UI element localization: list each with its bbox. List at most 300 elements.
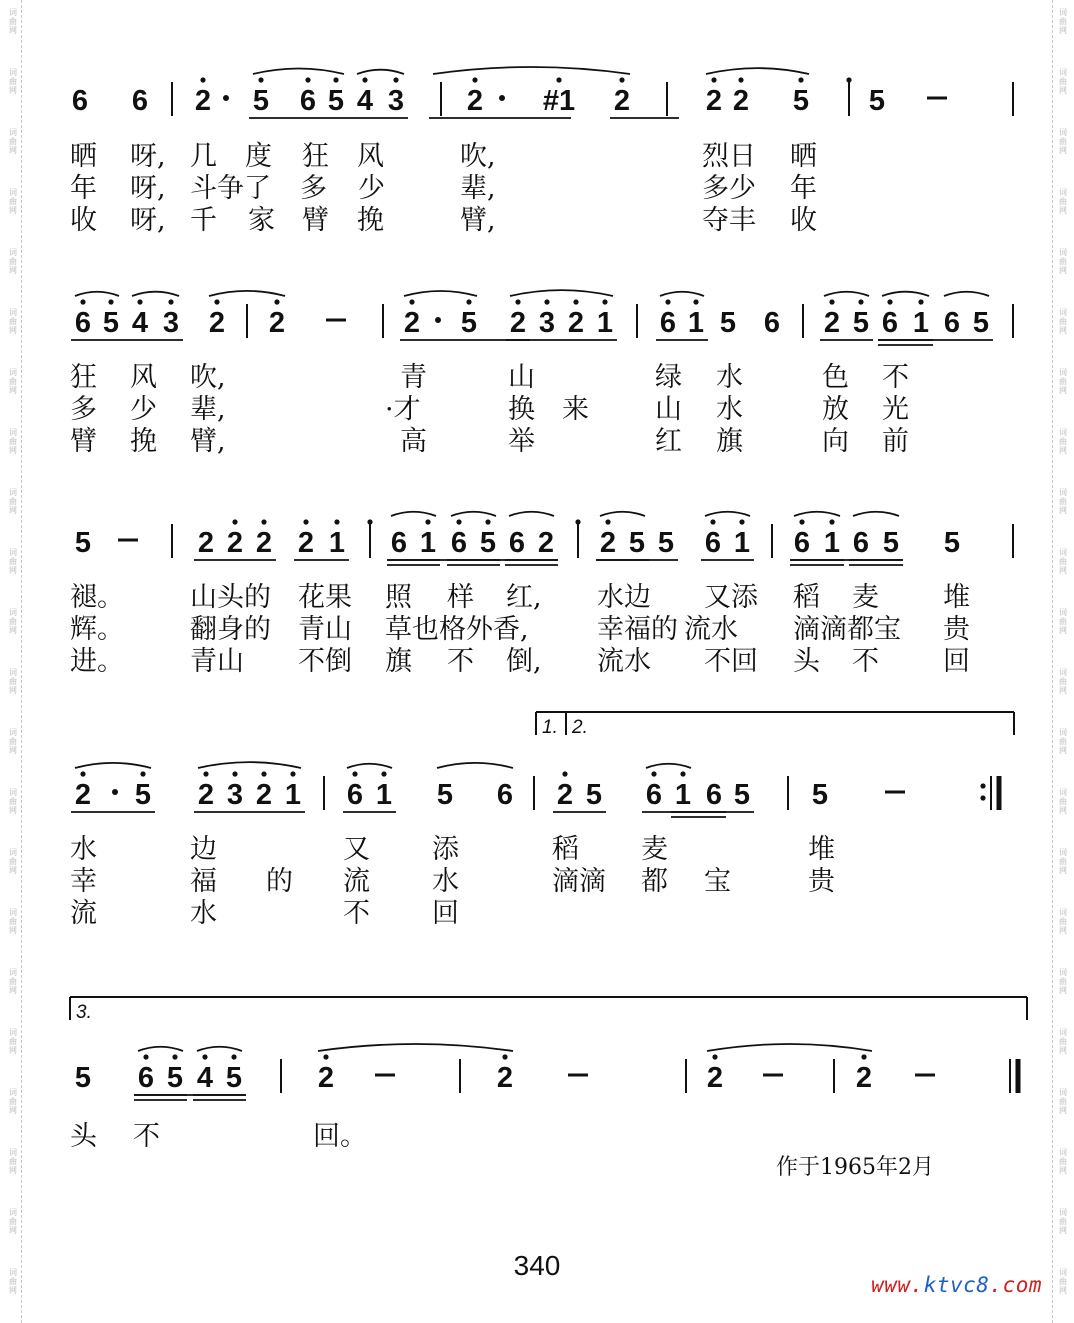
- dotted-rhythm: [435, 317, 441, 323]
- lyric-word: 幸: [70, 866, 97, 897]
- lyric-word: 翻身的: [190, 614, 271, 645]
- lyric-word: 贵: [808, 866, 835, 897]
- watermark-glyph: 词 曲 网: [1059, 968, 1067, 995]
- octave-dot-high: [362, 77, 367, 82]
- note-number: 1: [284, 779, 302, 811]
- note-number: 6: [881, 307, 899, 339]
- watermark-glyph: 词 曲 网: [1059, 1208, 1067, 1235]
- watermark-glyph: 词 曲 网: [9, 788, 17, 815]
- note-number: 1: [328, 527, 346, 559]
- page-number: 340: [513, 1250, 561, 1281]
- lyric-word: 辉。: [70, 614, 124, 645]
- lyric-word: 青: [400, 362, 427, 393]
- note-number: 1: [596, 307, 614, 339]
- lyric-word: 举: [508, 426, 535, 457]
- slur: [198, 762, 301, 768]
- note-number: 2: [496, 1062, 514, 1094]
- slur: [509, 512, 554, 516]
- lyric-word: 边: [190, 834, 217, 865]
- lyric-word: 夺丰: [702, 205, 756, 236]
- watermark-glyph: 词 曲 网: [9, 368, 17, 395]
- note-number: 5: [628, 527, 646, 559]
- note-number: 6: [793, 527, 811, 559]
- watermark-glyph: 词 曲 网: [1059, 368, 1067, 395]
- watermark-glyph: 词 曲 网: [1059, 1268, 1067, 1295]
- octave-dot-high: [829, 299, 834, 304]
- lyric-word: 山: [655, 394, 682, 425]
- lyric-word: 换: [508, 394, 535, 425]
- note-number: 3: [538, 307, 556, 339]
- lyric-word: 回: [943, 646, 970, 677]
- slur: [209, 291, 285, 296]
- slur: [853, 512, 899, 516]
- watermark-glyph: 词 曲 网: [1059, 1148, 1067, 1175]
- watermark-glyph: 词 曲 网: [1059, 548, 1067, 575]
- octave-dot-high: [261, 771, 266, 776]
- lyric-word: 进。: [70, 646, 124, 677]
- lyric-word: 不: [133, 1121, 160, 1152]
- lyric-word: 放: [822, 394, 849, 425]
- note-number: 6: [508, 527, 526, 559]
- octave-dot-high: [231, 1054, 236, 1059]
- slur: [347, 764, 392, 768]
- octave-dot-high: [290, 771, 295, 776]
- octave-dot-high: [711, 77, 716, 82]
- watermark-glyph: 词 曲 网: [9, 1028, 17, 1055]
- watermark-glyph: 词 曲 网: [9, 1148, 17, 1175]
- lyric-word: 水: [432, 866, 459, 897]
- octave-dot-high: [202, 1054, 207, 1059]
- octave-dot-high: [605, 519, 610, 524]
- note-number: 5: [585, 779, 603, 811]
- slur: [705, 512, 750, 516]
- octave-dot-high: [381, 771, 386, 776]
- octave-dot-high: [829, 519, 834, 524]
- octave-dot-high: [619, 77, 624, 82]
- note-number: 6: [131, 85, 149, 117]
- repeat-dot: [980, 795, 985, 800]
- octave-dot-high: [425, 519, 430, 524]
- note-number: 2: [226, 527, 244, 559]
- note-number: 2: [194, 85, 212, 117]
- note-number: 5: [733, 779, 751, 811]
- watermark-glyph: 词 曲 网: [9, 668, 17, 695]
- octave-dot-high: [502, 1054, 507, 1059]
- octave-dot-high: [739, 519, 744, 524]
- octave-dot-high: [485, 519, 490, 524]
- note-number: 2: [705, 85, 723, 117]
- note-number: 2: [613, 85, 631, 117]
- lyric-word: 红,: [506, 582, 542, 613]
- lyric-word: 宝: [704, 866, 731, 897]
- lyric-word: 吹,: [460, 141, 496, 172]
- watermark-glyph: 词 曲 网: [9, 128, 17, 155]
- watermark-glyph: 词 曲 网: [1059, 608, 1067, 635]
- lyric-word: 青山: [190, 646, 244, 677]
- note-number: 6: [704, 527, 722, 559]
- note-number: 6: [390, 527, 408, 559]
- octave-dot-high: [693, 299, 698, 304]
- octave-dot-high: [323, 1054, 328, 1059]
- watermark-glyph: 词 曲 网: [1059, 908, 1067, 935]
- watermark-glyph: 词 曲 网: [9, 8, 17, 35]
- lyric-word: 多: [300, 173, 327, 204]
- slur: [132, 292, 179, 296]
- lyric-word: 贵: [943, 614, 970, 645]
- note-number: 2: [537, 527, 555, 559]
- lyric-word: 都: [641, 866, 668, 897]
- octave-dot-high: [232, 771, 237, 776]
- note-number: 6: [74, 307, 92, 339]
- watermark-glyph: 词 曲 网: [1059, 8, 1067, 35]
- slur: [660, 292, 704, 296]
- lyric-word: 回。: [313, 1121, 367, 1152]
- note-number: 2: [509, 307, 527, 339]
- lyric-word: 晒: [70, 141, 97, 172]
- note-number: 5: [436, 779, 454, 811]
- lyric-word: 样: [447, 582, 474, 613]
- note-number: #1: [542, 85, 576, 117]
- watermark-glyph: 词 曲 网: [9, 848, 17, 875]
- watermark-glyph: 词 曲 网: [9, 488, 17, 515]
- lyric-word: 水: [716, 362, 743, 393]
- lyric-word: 挽: [130, 426, 157, 457]
- note-number: 5: [852, 307, 870, 339]
- note-number: 2: [197, 779, 215, 811]
- watermark-glyph: 词 曲 网: [9, 308, 17, 335]
- lyric-word: 晒: [790, 141, 817, 172]
- lyric-word: 堆: [808, 834, 835, 865]
- note-number: 5: [479, 527, 497, 559]
- note-number: 6: [943, 307, 961, 339]
- lyric-word: 不: [852, 646, 879, 677]
- note-number: 3: [226, 779, 244, 811]
- lyric-word: 滴滴都宝: [793, 614, 901, 645]
- note-number: 6: [763, 307, 781, 339]
- lyric-word: 烈日: [702, 141, 756, 172]
- volta-third-label: 3.: [76, 1002, 92, 1023]
- note-number: 5: [719, 307, 737, 339]
- note-number: 6: [705, 779, 723, 811]
- watermark-glyph: 词 曲 网: [9, 188, 17, 215]
- octave-dot-high: [544, 299, 549, 304]
- watermark-glyph: 词 曲 网: [9, 248, 17, 275]
- octave-dot-high: [172, 1054, 177, 1059]
- note-number: 6: [852, 527, 870, 559]
- octave-dot-high: [143, 1054, 148, 1059]
- note-number: 2: [823, 307, 841, 339]
- octave-dot-high: [274, 299, 279, 304]
- lyric-word: 水: [70, 834, 97, 865]
- slur: [75, 292, 119, 296]
- octave-dot-high: [515, 299, 520, 304]
- octave-dot-high: [858, 299, 863, 304]
- note-number: 6: [496, 779, 514, 811]
- note-number: 3: [387, 85, 405, 117]
- note-number: 6: [645, 779, 663, 811]
- note-number: 2: [567, 307, 585, 339]
- lyric-word: 吹,: [190, 362, 226, 393]
- octave-dot-high: [456, 519, 461, 524]
- slur: [437, 763, 513, 768]
- repeat-dot: [980, 783, 985, 788]
- note-number: 6: [71, 85, 89, 117]
- watermark-glyph: 词 曲 网: [1059, 68, 1067, 95]
- lyric-word: 不: [343, 898, 370, 929]
- note-number: 5: [166, 1062, 184, 1094]
- note-number: 5: [972, 307, 990, 339]
- lyric-word: 收: [70, 205, 97, 236]
- slur: [138, 1047, 183, 1051]
- note-number: 5: [327, 85, 345, 117]
- watermark-glyph: 词 曲 网: [1059, 848, 1067, 875]
- lyric-word: 年: [70, 173, 97, 204]
- octave-dot-high: [887, 299, 892, 304]
- lyric-word: 幸福的: [597, 614, 678, 645]
- note-number: 5: [882, 527, 900, 559]
- note-number: 5: [460, 307, 478, 339]
- lyric-word: 麦: [641, 834, 668, 865]
- octave-dot-high: [556, 77, 561, 82]
- octave-dot-high: [80, 299, 85, 304]
- octave-dot-high: [738, 77, 743, 82]
- octave-dot-high: [712, 1054, 717, 1059]
- slur: [824, 292, 869, 296]
- watermark-glyph: 词 曲 网: [1059, 488, 1067, 515]
- slur: [253, 68, 344, 74]
- note-number: 5: [943, 527, 961, 559]
- note-number: 2: [208, 307, 226, 339]
- watermark-glyph: 词 曲 网: [1059, 248, 1067, 275]
- watermark-glyph: 词 曲 网: [9, 908, 17, 935]
- lyric-word: 流水: [597, 646, 651, 677]
- slur: [600, 512, 645, 516]
- note-number: 1: [419, 527, 437, 559]
- lyric-word: 草也格外香,: [385, 614, 529, 645]
- dotted-rhythm: [112, 789, 118, 795]
- note-number: 2: [74, 779, 92, 811]
- lyric-word: 少: [130, 394, 157, 425]
- octave-dot-high: [573, 299, 578, 304]
- lyric-word: 收: [790, 205, 817, 236]
- lyric-word: 风: [357, 141, 384, 172]
- lyric-word: 稻: [793, 582, 820, 613]
- lyric-word: 斗争了: [190, 173, 271, 204]
- note-number: 1: [733, 527, 751, 559]
- lyric-word: 呀,: [130, 173, 166, 204]
- note-number: 2: [255, 527, 273, 559]
- octave-dot-high: [409, 299, 414, 304]
- slur: [882, 292, 929, 296]
- note-number: 5: [102, 307, 120, 339]
- slur: [433, 67, 630, 74]
- note-number: 5: [74, 1062, 92, 1094]
- watermark-glyph: 词 曲 网: [1059, 188, 1067, 215]
- lyric-word: 水: [716, 394, 743, 425]
- slur: [944, 292, 989, 296]
- lyric-word: 呀,: [130, 205, 166, 236]
- note-number: 6: [450, 527, 468, 559]
- octave-dot-high: [232, 519, 237, 524]
- octave-dot-high: [710, 519, 715, 524]
- lyric-word: 风: [130, 362, 157, 393]
- octave-dot-high: [472, 77, 477, 82]
- note-number: 2: [317, 1062, 335, 1094]
- note-number: 2: [599, 527, 617, 559]
- lyric-word: 头: [70, 1121, 97, 1152]
- slur: [404, 291, 477, 296]
- octave-dot-high: [137, 299, 142, 304]
- note-number: 5: [792, 85, 810, 117]
- slur: [510, 290, 613, 296]
- note-number: 2: [403, 307, 421, 339]
- note-number: 5: [252, 85, 270, 117]
- octave-dot-high: [214, 299, 219, 304]
- octave-dot-high: [352, 771, 357, 776]
- lyric-word: 高: [400, 426, 427, 457]
- lyric-word: 不: [882, 362, 909, 393]
- lyric-word: 光: [882, 394, 909, 425]
- octave-dot-high: [602, 299, 607, 304]
- lyric-word: 度: [245, 141, 272, 172]
- lyric-word: 来: [562, 394, 589, 425]
- watermark-glyph: 词 曲 网: [1059, 128, 1067, 155]
- lyric-word: 臂,: [190, 426, 226, 457]
- watermark-glyph: 词 曲 网: [1059, 788, 1067, 815]
- lyric-word: 少: [358, 173, 385, 204]
- lyric-word: 青山: [298, 614, 352, 645]
- lyric-word: 年: [790, 173, 817, 204]
- octave-dot-high: [367, 519, 372, 524]
- watermark-glyph: 词 曲 网: [9, 968, 17, 995]
- lyric-word: 辈,: [460, 173, 496, 204]
- note-number: 2: [706, 1062, 724, 1094]
- lyric-word: 又添: [704, 582, 758, 613]
- lyric-word: 回: [432, 898, 459, 929]
- octave-dot-high: [108, 299, 113, 304]
- lyric-word: 水: [190, 898, 217, 929]
- watermark-glyph: 词 曲 网: [1059, 728, 1067, 755]
- note-number: 6: [346, 779, 364, 811]
- watermark-glyph: 词 曲 网: [9, 608, 17, 635]
- octave-dot-high: [258, 77, 263, 82]
- lyric-word: 臂: [302, 205, 329, 236]
- note-number: 5: [811, 779, 829, 811]
- lyric-word: 前: [882, 426, 909, 457]
- lyric-word: 流: [343, 866, 370, 897]
- octave-dot-high: [575, 519, 580, 524]
- lyric-word: 福: [190, 866, 217, 897]
- octave-dot-high: [261, 519, 266, 524]
- note-number: 2: [197, 527, 215, 559]
- octave-dot-high: [80, 771, 85, 776]
- octave-dot-high: [651, 771, 656, 776]
- octave-dot-high: [466, 299, 471, 304]
- octave-dot-high: [799, 519, 804, 524]
- octave-dot-high: [203, 771, 208, 776]
- lyric-word: 挽: [357, 205, 384, 236]
- slur: [794, 512, 840, 516]
- note-number: 4: [196, 1062, 214, 1094]
- octave-dot-high: [562, 771, 567, 776]
- watermark-glyph: 词 曲 网: [9, 68, 17, 95]
- lyric-word: 狂: [302, 141, 329, 172]
- watermark-glyph: 词 曲 网: [9, 1268, 17, 1295]
- lyric-word: 旗: [385, 646, 412, 677]
- lyric-word: 照: [385, 582, 412, 613]
- note-number: 2: [268, 307, 286, 339]
- lyric-word: 向: [822, 426, 849, 457]
- lyric-word: 多: [70, 394, 97, 425]
- lyric-word: 臂: [70, 426, 97, 457]
- watermark-glyph: 词 曲 网: [1059, 308, 1067, 335]
- note-number: 1: [375, 779, 393, 811]
- lyric-word: 家: [248, 205, 275, 236]
- lyric-word: 红: [655, 426, 682, 457]
- lyric-word: 花果: [298, 582, 352, 613]
- lyric-word: 色: [822, 362, 849, 393]
- lyric-word: 流水: [684, 614, 738, 645]
- note-number: 2: [297, 527, 315, 559]
- watermark-glyph: 词 曲 网: [9, 728, 17, 755]
- lyric-word: 绿: [655, 362, 682, 393]
- note-number: 6: [299, 85, 317, 117]
- note-number: 3: [162, 307, 180, 339]
- octave-dot-high: [333, 77, 338, 82]
- lyric-word: 不: [447, 646, 474, 677]
- lyric-word: 滴滴: [552, 866, 606, 897]
- lyric-word: 水边: [597, 582, 651, 613]
- slur: [318, 1044, 513, 1051]
- watermark-glyph: 词 曲 网: [1059, 428, 1067, 455]
- octave-dot-high: [680, 771, 685, 776]
- lyric-word: 堆: [943, 582, 970, 613]
- note-number: 5: [868, 85, 886, 117]
- lyric-word: 山头的: [190, 582, 271, 613]
- composition-date-note: 作于1965年2月: [776, 1155, 934, 1180]
- octave-dot-high: [846, 77, 851, 82]
- lyric-word: 山: [508, 362, 535, 393]
- watermark-glyph: 词 曲 网: [9, 548, 17, 575]
- note-number: 5: [657, 527, 675, 559]
- slur: [197, 1047, 242, 1051]
- octave-dot-high: [168, 299, 173, 304]
- octave-dot-high: [334, 519, 339, 524]
- note-number: 5: [134, 779, 152, 811]
- lyric-word: 几: [190, 141, 217, 172]
- dotted-rhythm: [223, 95, 229, 101]
- octave-dot-high: [200, 77, 205, 82]
- volta-second-label: 2.: [572, 717, 588, 738]
- slur: [707, 1044, 872, 1051]
- note-number: 1: [912, 307, 930, 339]
- lyric-word: 多少: [702, 173, 756, 204]
- note-number: 6: [659, 307, 677, 339]
- lyric-word: 臂,: [460, 205, 496, 236]
- note-number: 2: [255, 779, 273, 811]
- lyric-word: 狂: [70, 362, 97, 393]
- slur: [706, 68, 809, 74]
- lyric-word: 褪。: [70, 582, 124, 613]
- lyric-word: 稻: [552, 834, 579, 865]
- lyric-word: 添: [432, 834, 459, 865]
- lyric-word: 又: [343, 834, 370, 865]
- octave-dot-high: [665, 299, 670, 304]
- watermark-glyph: 词 曲 网: [1059, 1088, 1067, 1115]
- lyric-word: 旗: [716, 426, 743, 457]
- note-number: 5: [74, 527, 92, 559]
- dotted-rhythm: [499, 95, 505, 101]
